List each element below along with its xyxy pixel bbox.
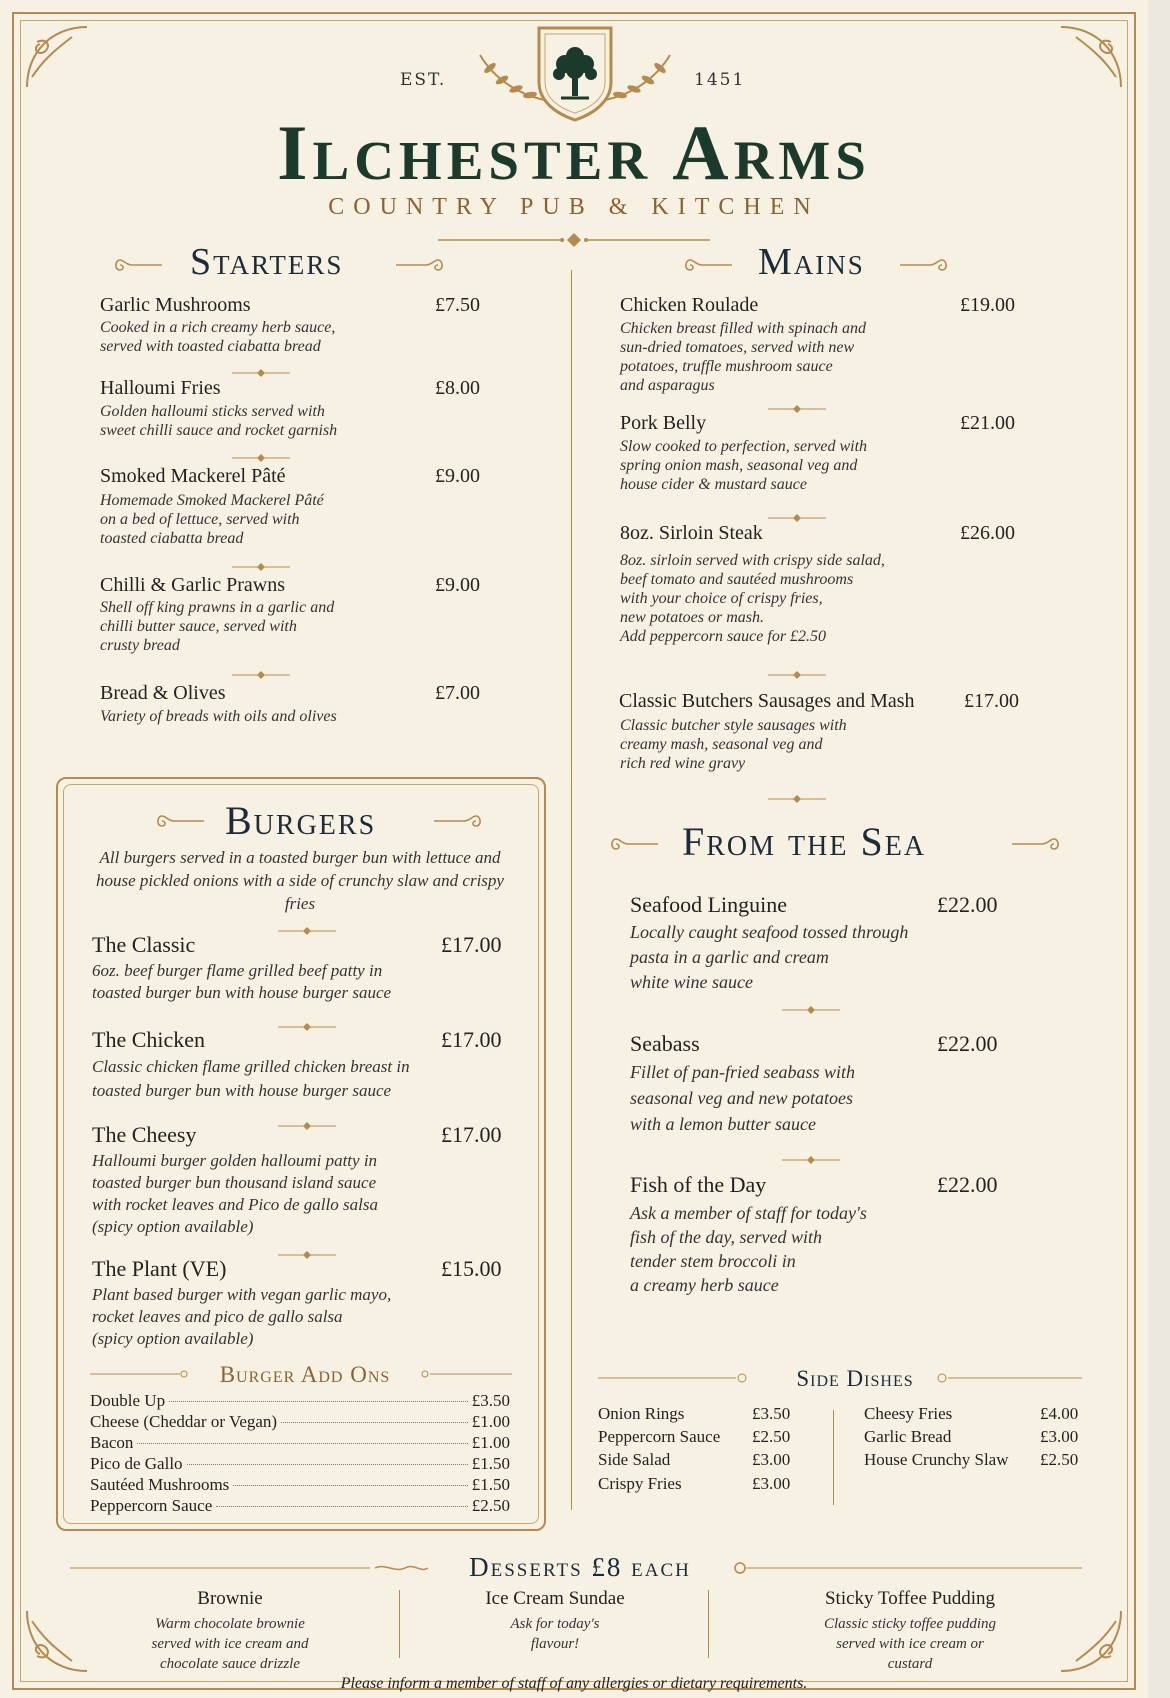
divider-ornament-icon	[768, 665, 826, 675]
sea-name: Seafood Linguine	[630, 892, 788, 917]
mains-title: Mains	[758, 241, 865, 283]
starter-name: Smoked Mackerel Pâté	[100, 465, 286, 487]
flourish-corner-icon	[22, 1606, 92, 1676]
starter-price: £8.00	[435, 377, 480, 399]
burger-name: The Chicken	[92, 1027, 206, 1052]
dessert-name: Sticky Toffee Pudding	[824, 1588, 996, 1609]
addon-price: £3.50	[471, 1391, 510, 1410]
sea-title: From the Sea	[682, 819, 927, 864]
sides-rule-left	[598, 1370, 748, 1384]
desserts-rule-left	[70, 1560, 430, 1574]
main-desc: 8oz. sirloin served with crispy side salad, beef tomato and sautéed mushrooms with your choice of crispy fries, new potatoes or mash. Add peppercorn sauce for £2.50	[620, 552, 885, 645]
side-price: £3.00	[1040, 1427, 1079, 1446]
divider-ornament-icon	[278, 1116, 336, 1126]
main-price: £26.00	[960, 522, 1015, 544]
addon-name: Bacon	[90, 1433, 134, 1452]
desserts-title: Desserts £8 each	[469, 1552, 691, 1582]
addon-row	[90, 1454, 510, 1474]
burger-desc: 6oz. beef burger flame grilled beef patty in toasted burger bun with house burger sauce	[92, 961, 392, 1002]
addon-row	[90, 1433, 510, 1453]
oak-tree-crest-icon	[533, 22, 617, 122]
sides-rule-right	[936, 1370, 1082, 1384]
dessert-name: Ice Cream Sundae	[485, 1588, 625, 1609]
divider-ornament-icon	[278, 1017, 336, 1027]
starter-desc: Variety of breads with oils and olives	[100, 708, 337, 725]
burgers-title: Burgers	[225, 798, 377, 843]
dessert-name: Brownie	[197, 1588, 263, 1609]
side-name: Garlic Bread	[864, 1427, 952, 1446]
column-divider	[571, 270, 572, 1510]
addons-rule-left	[90, 1366, 190, 1380]
addon-name: Cheese (Cheddar or Vegan)	[90, 1412, 278, 1431]
divider-ornament-icon	[278, 921, 336, 931]
main-price: £19.00	[960, 294, 1015, 316]
scroll-right-icon	[394, 257, 446, 271]
burger-price: £17.00	[441, 932, 502, 957]
starter-name: Halloumi Fries	[100, 377, 221, 399]
sea-name: Seabass	[630, 1031, 700, 1056]
starter-desc: Golden halloumi sticks served with sweet chilli sauce and rocket garnish	[100, 403, 338, 439]
main-desc: Slow cooked to perfection, served with spring onion mash, seasonal veg and house cider & mustard sauce	[620, 438, 868, 493]
main-name: Chicken Roulade	[620, 294, 759, 316]
burger-price: £17.00	[441, 1122, 502, 1147]
starter-desc: Shell off king prawns in a garlic and chilli butter sauce, served with crusty bread	[100, 599, 335, 654]
dessert-desc: Ask for today's flavour!	[510, 1616, 600, 1652]
side-name: Peppercorn Sauce	[598, 1427, 721, 1446]
addon-price: £1.50	[471, 1454, 510, 1473]
side-name: Onion Rings	[598, 1404, 685, 1423]
main-price: £21.00	[960, 412, 1015, 434]
scroll-left-icon	[154, 813, 206, 827]
side-price: £4.00	[1040, 1404, 1079, 1423]
burger-name: The Plant (VE)	[92, 1256, 227, 1281]
divider-ornament-icon	[232, 448, 290, 458]
side-name: Crispy Fries	[598, 1474, 682, 1493]
main-name: 8oz. Sirloin Steak	[620, 522, 763, 544]
burger-price: £15.00	[441, 1256, 502, 1281]
pub-title: Ilchester Arms	[277, 109, 871, 196]
starter-desc: Homemade Smoked Mackerel Pâté on a bed of lettuce, served with toasted ciabatta bread	[100, 492, 324, 547]
main-desc: Chicken breast filled with spinach and sun-dried tomatoes, served with new potatoes, truffle mushroom sauce and asparagus	[620, 320, 867, 394]
divider-ornament-icon	[278, 1245, 336, 1255]
main-price: £17.00	[964, 690, 1019, 712]
scroll-left-icon	[112, 257, 164, 271]
scroll-left-icon	[682, 257, 734, 271]
side-price: £3.00	[752, 1474, 791, 1493]
starter-name: Chilli & Garlic Prawns	[100, 574, 285, 596]
starters-title: Starters	[190, 241, 344, 283]
sea-name: Fish of the Day	[630, 1172, 767, 1197]
dessert-separator	[708, 1590, 709, 1658]
addon-price: £1.00	[471, 1412, 510, 1431]
sea-price: £22.00	[937, 1172, 998, 1197]
starter-price: £9.00	[435, 574, 480, 596]
divider-ornament-icon	[768, 789, 826, 799]
desserts-rule-right	[730, 1560, 1082, 1574]
sea-desc: Fillet of pan-fried seabass with seasonal veg and new potatoes with a lemon butter sauce	[630, 1062, 855, 1134]
est-year: 1451	[694, 70, 746, 90]
flourish-corner-icon	[22, 22, 92, 92]
main-desc: Classic butcher style sausages with creamy mash, seasonal veg and rich red wine gravy	[620, 717, 847, 772]
est-label: EST.	[400, 70, 447, 90]
addon-row	[90, 1412, 510, 1432]
flourish-corner-icon	[1056, 22, 1126, 92]
dessert-separator	[399, 1590, 400, 1658]
main-name: Classic Butchers Sausages and Mash	[619, 690, 915, 712]
addon-row	[90, 1496, 510, 1516]
sea-price: £22.00	[937, 892, 998, 917]
scroll-right-icon	[1010, 836, 1062, 850]
burger-desc: Classic chicken flame grilled chicken breast in toasted burger bun with house burger sauce	[92, 1057, 410, 1100]
side-name: House Crunchy Slaw	[864, 1450, 1009, 1469]
addon-name: Peppercorn Sauce	[90, 1496, 213, 1515]
burger-desc: Plant based burger with vegan garlic mayo, rocket leaves and pico de gallo salsa (spicy option available)	[92, 1285, 392, 1348]
sides-divider	[833, 1410, 834, 1505]
scroll-left-icon	[608, 836, 660, 850]
addons-title: Burger Add Ons	[219, 1362, 391, 1387]
dessert-desc: Warm chocolate brownie served with ice cream and chocolate sauce drizzle	[151, 1616, 309, 1672]
addon-price: £1.50	[471, 1475, 510, 1494]
starter-price: £7.00	[435, 682, 480, 704]
side-price: £2.50	[1040, 1450, 1079, 1469]
divider-ornament-icon	[232, 665, 290, 675]
divider-ornament-icon	[232, 363, 290, 373]
burger-price: £17.00	[441, 1027, 502, 1052]
side-price: £3.50	[752, 1404, 791, 1423]
addon-row	[90, 1391, 510, 1411]
side-price: £3.00	[752, 1450, 791, 1469]
sides-title: Side Dishes	[796, 1366, 914, 1391]
flourish-corner-icon	[1056, 1606, 1126, 1676]
divider-ornament-icon	[782, 1000, 840, 1010]
burgers-intro: All burgers served in a toasted burger bun with lettuce and house pickled onions with a side of crunchy slaw and crispy fries	[96, 848, 504, 913]
allergy-note: Please inform a member of staff of any allergies or dietary requirements.	[340, 1675, 808, 1692]
starter-desc: Cooked in a rich creamy herb sauce, served with toasted ciabatta bread	[100, 319, 336, 355]
addon-price: £2.50	[471, 1496, 510, 1515]
starter-name: Garlic Mushrooms	[100, 294, 251, 316]
divider-ornament-icon	[232, 557, 290, 567]
divider-ornament-icon	[782, 1150, 840, 1160]
pub-subtitle: COUNTRY PUB & KITCHEN	[328, 194, 820, 220]
burger-desc: Halloumi burger golden halloumi patty in toasted burger bun thousand island sauce with rocket leaves and Pico de gallo salsa (spicy option available)	[92, 1151, 378, 1236]
side-name: Side Salad	[598, 1450, 671, 1469]
addons-rule-right	[420, 1366, 512, 1380]
dessert-desc: Classic sticky toffee pudding served with ice cream or custard	[823, 1616, 997, 1672]
starter-price: £7.50	[435, 294, 480, 316]
sea-price: £22.00	[937, 1031, 998, 1056]
starter-name: Bread & Olives	[100, 682, 226, 704]
addon-price: £1.00	[471, 1433, 510, 1452]
burger-name: The Cheesy	[92, 1122, 197, 1147]
sea-desc: Locally caught seafood tossed through pasta in a garlic and cream white wine sauce	[630, 922, 909, 992]
divider-ornament-icon	[768, 508, 826, 518]
side-name: Cheesy Fries	[864, 1404, 953, 1423]
scroll-right-icon	[898, 257, 950, 271]
addon-name: Double Up	[90, 1391, 166, 1410]
divider-ornament-icon	[768, 399, 826, 409]
addon-name: Sautéed Mushrooms	[90, 1475, 230, 1494]
burger-name: The Classic	[92, 932, 196, 957]
addon-row	[90, 1475, 510, 1495]
side-price: £2.50	[752, 1427, 791, 1446]
scroll-right-icon	[432, 813, 484, 827]
header-ornament-icon	[438, 232, 710, 246]
starter-price: £9.00	[435, 465, 480, 487]
addon-name: Pico de Gallo	[90, 1454, 183, 1473]
sea-desc: Ask a member of staff for today's fish of the day, served with tender stem broccoli in a creamy herb sauce	[630, 1203, 867, 1295]
main-name: Pork Belly	[620, 412, 707, 434]
